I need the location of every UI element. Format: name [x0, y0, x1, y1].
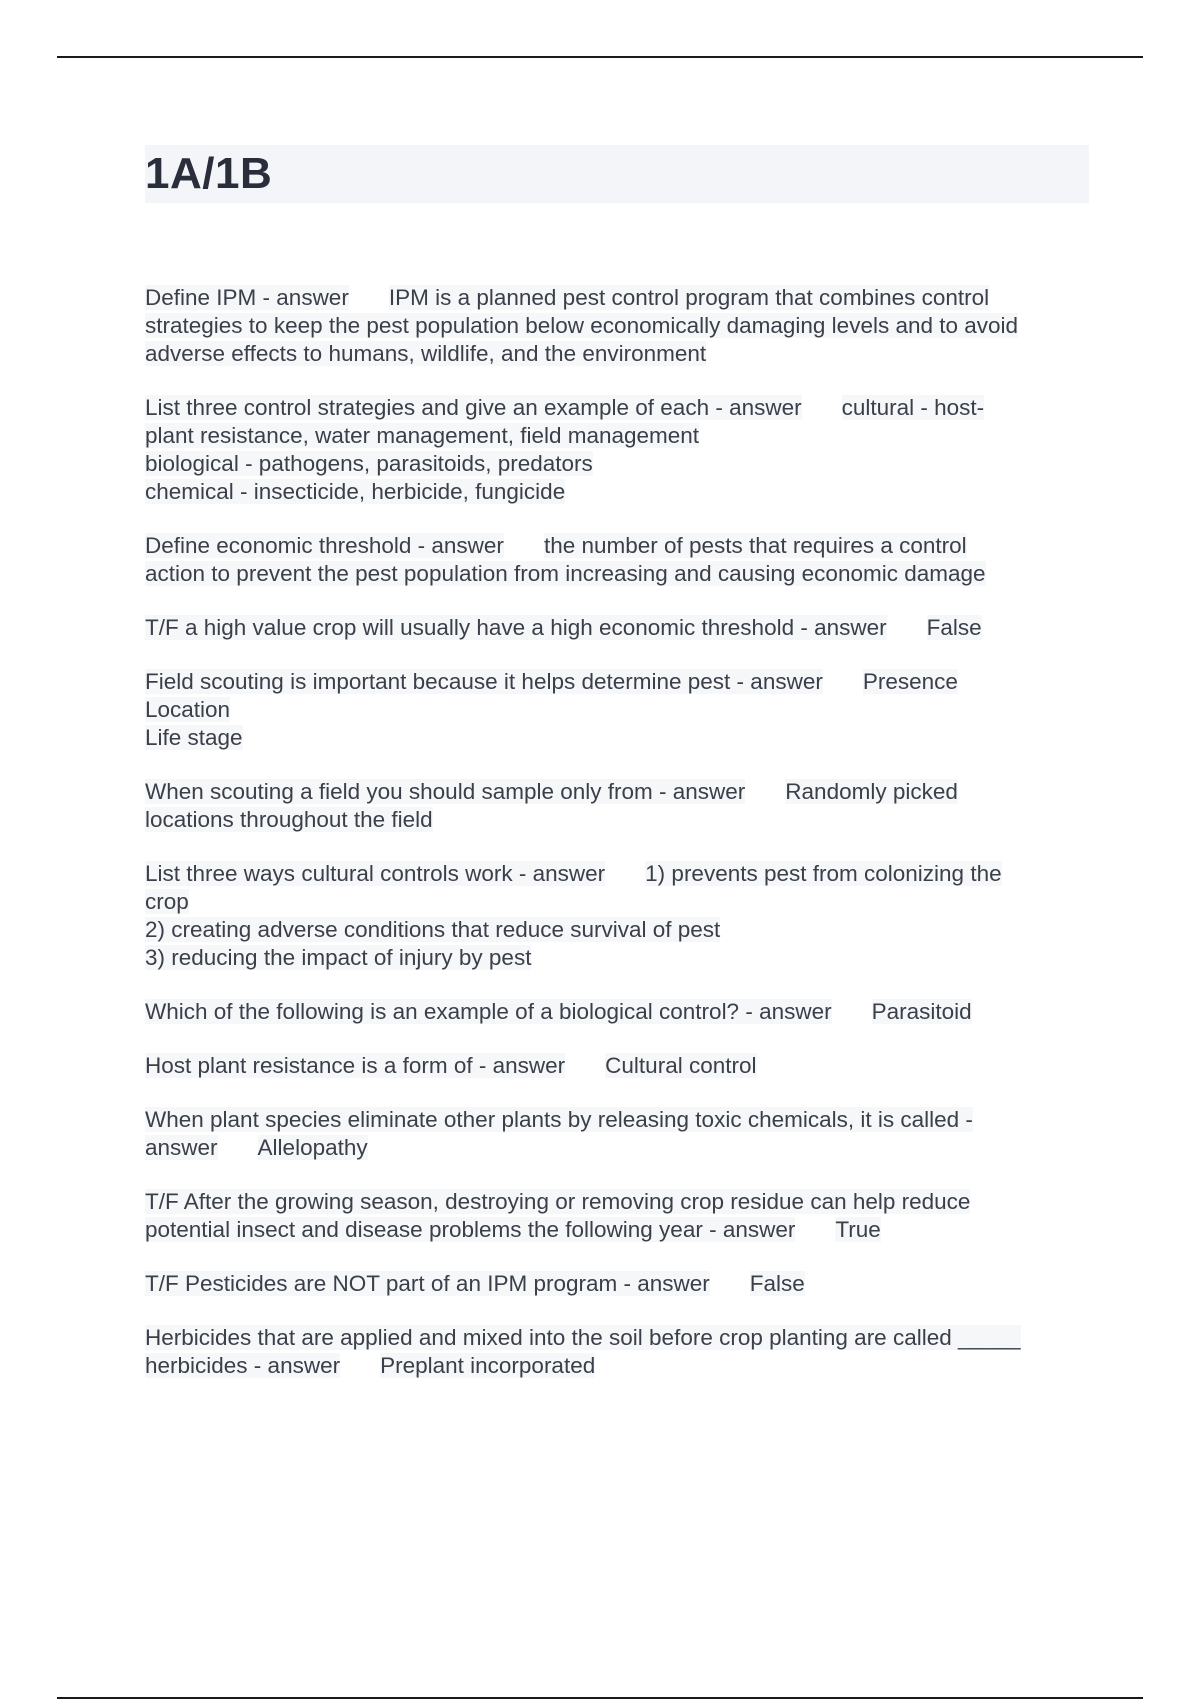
qa-line	[145, 1352, 1095, 1380]
qa-item	[145, 1270, 1095, 1298]
answer-text: IPM is a planned pest control program that combines control	[388, 285, 990, 310]
answer-text: True	[835, 1217, 881, 1242]
qa-line	[145, 998, 1095, 1026]
qa-line	[145, 478, 1095, 506]
qa-line	[145, 284, 1095, 312]
continuation-text: chemical - insecticide, herbicide, fungicide	[145, 479, 566, 504]
question-text: Define IPM - answer	[145, 285, 349, 310]
continuation-text: 3) reducing the impact of injury by pest	[145, 945, 532, 970]
qa-line	[145, 1106, 1095, 1134]
answer-text: cultural - host-	[841, 395, 985, 420]
qa-line	[145, 944, 1095, 972]
answer-text: Randomly picked	[785, 779, 958, 804]
qa-item	[145, 1106, 1095, 1162]
question-text: Define economic threshold - answer	[145, 533, 504, 558]
continuation-text: biological - pathogens, parasitoids, predators	[145, 451, 593, 476]
qa-line	[145, 696, 1095, 724]
qa-line	[145, 1188, 1095, 1216]
continuation-text: crop	[145, 889, 189, 914]
continuation-text: action to prevent the pest population from increasing and causing economic damage	[145, 561, 986, 586]
qa-line	[145, 724, 1095, 752]
qa-item	[145, 284, 1095, 368]
qa-line	[145, 1270, 1095, 1298]
question-text: List three ways cultural controls work - answer	[145, 861, 606, 886]
qa-list	[145, 284, 1095, 1406]
question-text: T/F a high value crop will usually have a high economic threshold - answer	[145, 615, 887, 640]
continuation-text: Life stage	[145, 725, 243, 750]
qa-item	[145, 1188, 1095, 1244]
qa-line	[145, 422, 1095, 450]
continuation-text: strategies to keep the pest population below economically damaging levels and to avoid	[145, 313, 1019, 338]
answer-text: Allelopathy	[257, 1135, 368, 1160]
qa-item	[145, 614, 1095, 642]
qa-item	[145, 532, 1095, 588]
qa-line	[145, 888, 1095, 916]
title-band	[145, 145, 1089, 203]
qa-item	[145, 668, 1095, 752]
qa-line	[145, 1324, 1095, 1352]
qa-line	[145, 668, 1095, 696]
qa-item	[145, 1324, 1095, 1380]
question-text: Host plant resistance is a form of - answer	[145, 1053, 566, 1078]
continuation-text: locations throughout the field	[145, 807, 433, 832]
answer-text: 1) prevents pest from colonizing the	[645, 861, 1002, 886]
continuation-text: T/F After the growing season, destroying or removing crop residue can help reduce	[145, 1189, 971, 1214]
qa-line	[145, 860, 1095, 888]
qa-item	[145, 998, 1095, 1026]
qa-item	[145, 860, 1095, 972]
qa-line	[145, 614, 1095, 642]
qa-line	[145, 806, 1095, 834]
question-text: T/F Pesticides are NOT part of an IPM program - answer	[145, 1271, 710, 1296]
question-text: Field scouting is important because it helps determine pest - answer	[145, 669, 823, 694]
question-text: potential insect and disease problems the following year - answer	[145, 1217, 796, 1242]
top-rule	[57, 56, 1143, 58]
answer-text: Preplant incorporated	[380, 1353, 596, 1378]
continuation-text: 2) creating adverse conditions that reduce survival of pest	[145, 917, 721, 942]
question-text: When scouting a field you should sample only from - answer	[145, 779, 746, 804]
answer-text: Parasitoid	[871, 999, 972, 1024]
bottom-rule	[57, 1697, 1143, 1699]
question-text: List three control strategies and give an example of each - answer	[145, 395, 802, 420]
continuation-text: When plant species eliminate other plants by releasing toxic chemicals, it is called -	[145, 1107, 973, 1132]
qa-line	[145, 312, 1095, 340]
qa-line	[145, 450, 1095, 478]
qa-line	[145, 340, 1095, 368]
qa-line	[145, 1134, 1095, 1162]
qa-item	[145, 1052, 1095, 1080]
answer-text: False	[926, 615, 982, 640]
continuation-text: Herbicides that are applied and mixed into the soil before crop planting are called _____	[145, 1325, 1021, 1350]
continuation-text: adverse effects to humans, wildlife, and the environment	[145, 341, 707, 366]
qa-line	[145, 1052, 1095, 1080]
qa-line	[145, 778, 1095, 806]
continuation-text: plant resistance, water management, field management	[145, 423, 700, 448]
qa-line	[145, 394, 1095, 422]
question-text: herbicides - answer	[145, 1353, 341, 1378]
qa-line	[145, 560, 1095, 588]
qa-item	[145, 778, 1095, 834]
qa-line	[145, 532, 1095, 560]
answer-text: Presence	[862, 669, 958, 694]
qa-line	[145, 916, 1095, 944]
qa-line	[145, 1216, 1095, 1244]
answer-text: Cultural control	[605, 1053, 757, 1078]
document-title: 1A/1B	[145, 149, 273, 198]
qa-item	[145, 394, 1095, 506]
answer-text: the number of pests that requires a control	[543, 533, 967, 558]
answer-text: False	[749, 1271, 805, 1296]
continuation-text: Location	[145, 697, 231, 722]
question-text: answer	[145, 1135, 218, 1160]
question-text: Which of the following is an example of a biological control? - answer	[145, 999, 832, 1024]
